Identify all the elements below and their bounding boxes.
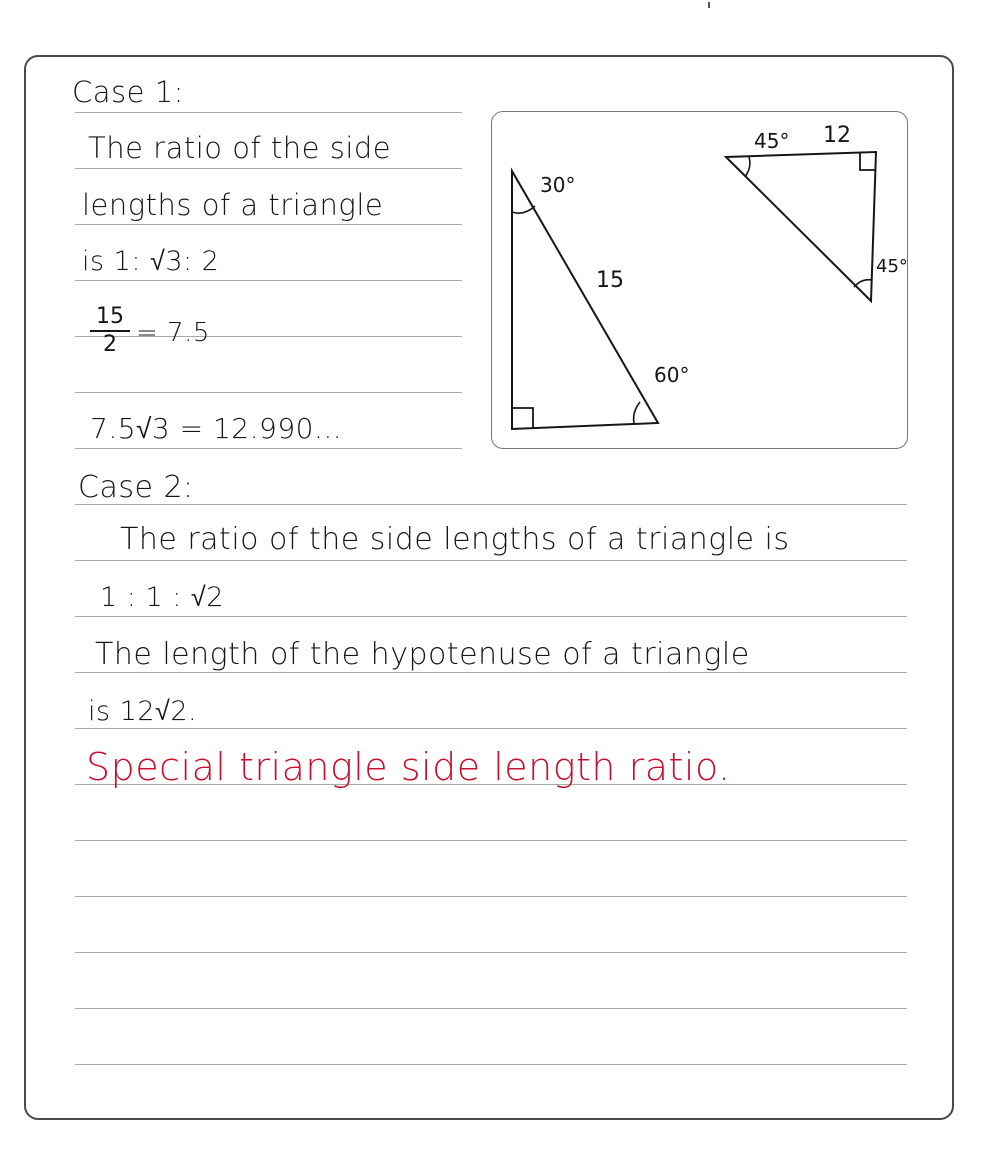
ruled-line [75,504,907,505]
case1-ratio: is 1: √3: 2 [82,246,220,277]
fraction-15-over-2 [90,305,130,357]
ruled-line [75,896,907,897]
ruled-line [75,224,462,225]
ruled-line [75,672,907,673]
ruled-line [75,1008,907,1009]
ruled-line [75,112,462,113]
label-30-degree: 30° [540,173,576,197]
triangle-30-60-90 [512,171,658,429]
fraction-denominator: 2 [103,332,117,357]
case2-line-3: The length of the hypotenuse of a triangle [95,637,750,672]
ruled-line [75,616,907,617]
label-side-12: 12 [823,123,851,148]
case1-heading: Case 1: [72,75,184,109]
ruled-line [75,336,462,337]
ruled-line [75,1064,907,1065]
triangle-45-45-90 [726,152,876,301]
conclusion-note: Special triangle side length ratio. [86,745,731,789]
label-hypotenuse-15: 15 [596,268,624,293]
ruled-line [75,392,462,393]
case1-line-1: The ratio of the side [88,131,392,165]
ruled-line [75,840,907,841]
fraction-result: = 7.5 [136,318,210,348]
triangle-drawing [492,112,909,450]
ruled-line [75,560,907,561]
case2-line-1: The ratio of the side lengths of a triangle is [120,522,790,557]
angle-arc-30 [512,206,535,213]
label-45-degree-right: 45° [876,256,908,277]
right-angle-mark [512,408,533,429]
case2-ratio: 1 : 1 : √2 [100,582,224,613]
stray-mark [708,2,710,8]
ruled-line [75,168,462,169]
case1-line-2: lengths of a triangle [82,188,384,222]
angle-arc-45-left [745,157,750,177]
right-angle-mark-2 [860,152,876,170]
ruled-line [75,952,907,953]
angle-arc-60 [634,402,640,423]
ruled-line [75,728,907,729]
triangle-diagram [491,111,908,449]
case1-line-5: 7.5√3 = 12.990... [90,412,343,445]
label-60-degree: 60° [654,363,690,387]
fraction-numerator: 15 [96,304,124,329]
label-45-degree-top: 45° [754,129,790,153]
ruled-line [75,280,462,281]
case2-line-4: is 12√2. [88,696,198,727]
case2-heading: Case 2: [78,470,194,505]
ruled-line [75,448,462,449]
